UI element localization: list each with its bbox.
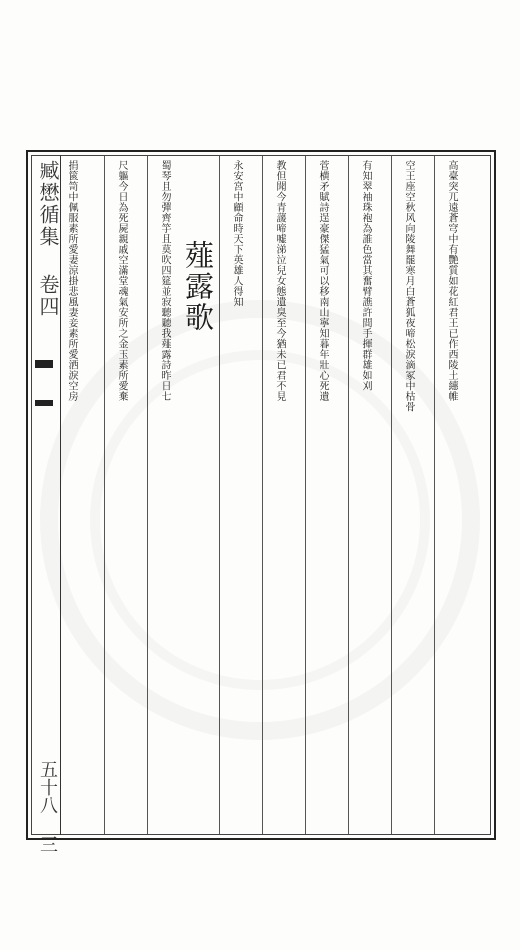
song-title: 薤露歌 xyxy=(181,240,215,333)
text-column: 空王座空秋风向陵舞罷寒月白蒼狐夜啼松淚滴冢中枯骨 xyxy=(403,160,414,412)
margin-folio: 五十八 三 xyxy=(37,760,58,853)
fishtail-mark xyxy=(35,360,53,368)
text-column: 高臺突兀遠蒼穹中有艷質如花紅君王已作西陵土繐帷 xyxy=(446,160,457,402)
text-column: 菅横矛賦詩逞豪傑猛氣可以移南山寧知暮年壯心死遺 xyxy=(317,160,328,402)
text-column: 尺軀今日為死屍親戚空滿堂魂氣安所之金玉素所愛棄 xyxy=(116,160,127,402)
page-frame-inner xyxy=(31,155,491,835)
text-column: 蜀琴且勿彈齊竽且莫吹四筵並寂聽聽我薤露詩昨日七 xyxy=(159,160,170,402)
column-rule xyxy=(434,156,435,834)
column-rule xyxy=(348,156,349,834)
column-rule xyxy=(305,156,306,834)
text-column: 教但聞今青蘐啼嘘涕泣兒女態遺臭至今猶未已君不見 xyxy=(274,160,285,402)
column-rule xyxy=(147,156,148,834)
margin-title: 臧懋循集 卷四 xyxy=(36,160,60,318)
column-rule xyxy=(104,156,105,834)
text-column: 有知翠袖珠袍為誰色當其奮臂譙許間手揮群雄如刈 xyxy=(360,160,371,391)
column-rule xyxy=(391,156,392,834)
fishtail-mark-lower xyxy=(35,400,53,406)
column-rule xyxy=(262,156,263,834)
text-column: 捐篋笥中佩服素所愛妻涼掛悲風妻妾素所愛洒淚空房 xyxy=(66,160,77,402)
column-rule xyxy=(219,156,220,834)
text-column: 永安宮中顧命時天下英雄人得知 xyxy=(231,160,242,307)
